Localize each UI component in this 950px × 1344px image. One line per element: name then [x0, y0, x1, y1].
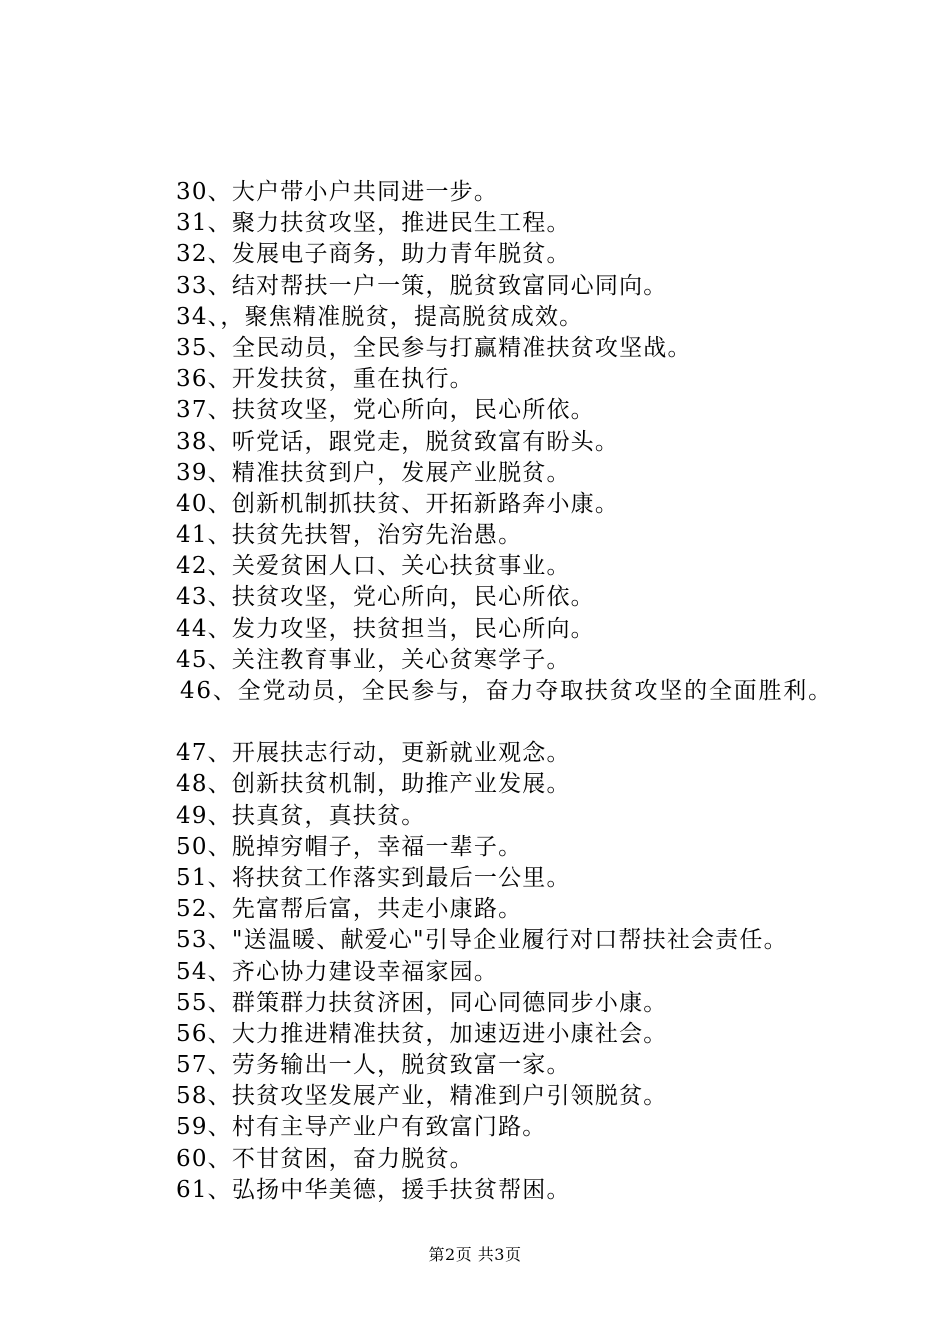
- slogan-item: 38、听党话，跟党走，脱贫致富有盼头。: [176, 428, 620, 455]
- slogan-item: 36、开发扶贫，重在执行。: [176, 366, 474, 393]
- slogan-item: 40、创新机制抓扶贫、开拓新路奔小康。: [176, 490, 620, 517]
- slogan-item: 30、大户带小户共同进一步。: [176, 179, 499, 205]
- slogan-item: 43、扶贫攻坚，党心所向，民心所依。: [176, 584, 595, 611]
- slogan-item: 45、关注教育事业，关心贫寒学子。: [176, 646, 571, 673]
- slogan-item: 31、聚力扶贫攻坚，推进民生工程。: [176, 210, 571, 237]
- slogan-item: 47、开展扶志行动，更新就业观念。: [176, 740, 571, 767]
- slogan-item: 57、劳务输出一人，脱贫致富一家。: [176, 1052, 571, 1079]
- slogan-list: [176, 177, 833, 1206]
- slogan-item: 59、村有主导产业户有致富门路。: [176, 1114, 547, 1141]
- slogan-item: 52、先富帮后富，共走小康路。: [176, 896, 523, 923]
- slogan-item: 39、精准扶贫到户，发展产业脱贫。: [176, 459, 571, 486]
- slogan-item: 35、全民动员，全民参与打赢精准扶贫攻坚战。: [176, 334, 692, 361]
- slogan-item: 56、大力推进精准扶贫，加速迈进小康社会。: [176, 1020, 668, 1047]
- slogan-item: 60、不甘贫困，奋力脱贫。: [176, 1145, 474, 1172]
- slogan-item: 37、扶贫攻坚，党心所向，民心所依。: [176, 397, 595, 424]
- slogan-item: 58、扶贫攻坚发展产业，精准到户引领脱贫。: [176, 1083, 668, 1110]
- slogan-item: 33、结对帮扶一户一策，脱贫致富同心同向。: [176, 272, 668, 299]
- slogan-item: 61、弘扬中华美德，援手扶贫帮困。: [176, 1176, 571, 1203]
- slogan-item: 32、发展电子商务，助力青年脱贫。: [176, 241, 571, 268]
- slogan-item: 55、群策群力扶贫济困，同心同德同步小康。: [176, 989, 668, 1016]
- slogan-item: 46、全党动员，全民参与，奋力夺取扶贫攻坚的全面胜利。: [180, 678, 833, 704]
- slogan-item: 34、，聚焦精准脱贫，提高脱贫成效。: [176, 303, 584, 330]
- slogan-item: 53、"送温暖、献爱心"引导企业履行对口帮扶社会责任。: [176, 927, 788, 954]
- slogan-item: 44、发力攻坚，扶贫担当，民心所向。: [176, 615, 595, 642]
- slogan-item: 49、扶真贫，真扶贫。: [176, 802, 426, 829]
- slogan-item: 50、脱掉穷帽子，幸福一辈子。: [176, 833, 523, 860]
- page-footer: 第2页 共3页: [428, 1245, 522, 1264]
- slogan-item: 51、将扶贫工作落实到最后一公里。: [176, 864, 571, 891]
- slogan-item: 42、关爱贫困人口、关心扶贫事业。: [176, 553, 571, 580]
- slogan-item: 48、创新扶贫机制，助推产业发展。: [176, 771, 571, 798]
- slogan-item: 41、扶贫先扶智，治穷先治愚。: [176, 522, 523, 549]
- slogan-item: 54、齐心协力建设幸福家园。: [176, 958, 499, 985]
